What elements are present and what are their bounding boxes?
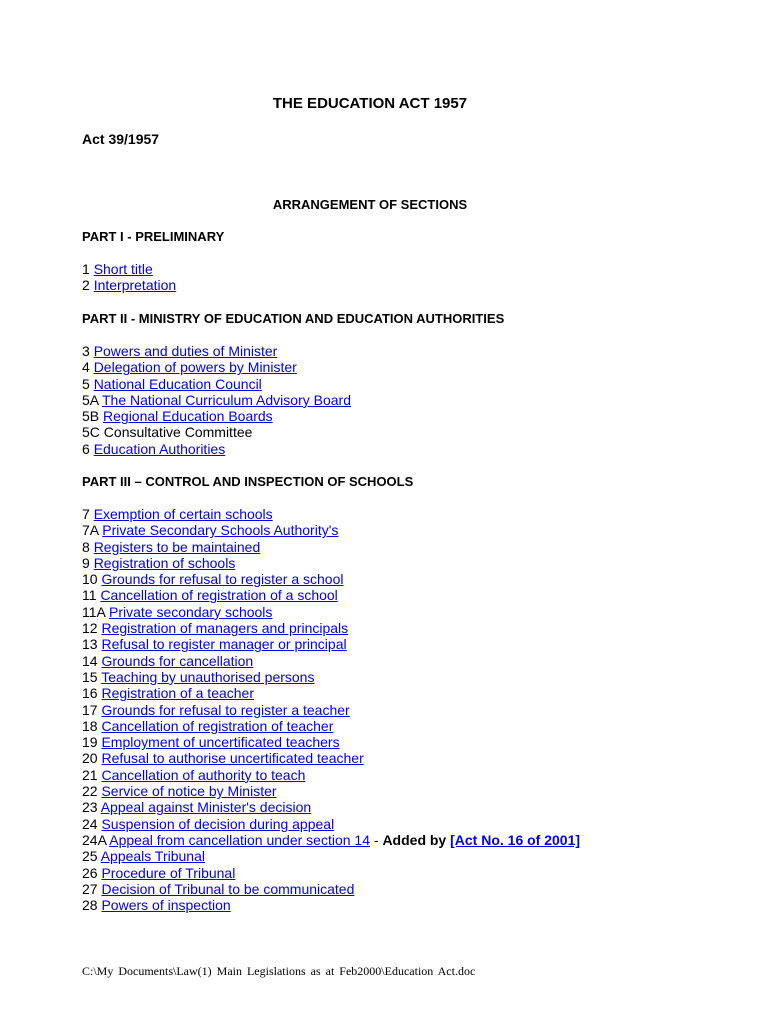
- section-number: 13: [82, 636, 102, 653]
- section-item: [82, 620, 580, 636]
- section-link[interactable]: Cancellation of authority to teach: [101, 766, 306, 783]
- section-number: 8: [82, 538, 94, 555]
- section-link[interactable]: Appeals Tribunal: [100, 848, 205, 865]
- section-link[interactable]: Suspension of decision during appeal: [101, 815, 335, 832]
- section-number: 15: [82, 668, 102, 685]
- section-link[interactable]: Registration of schools: [93, 554, 236, 571]
- section-item: [82, 832, 580, 848]
- section-number: 6: [82, 440, 94, 457]
- section-item: [82, 261, 176, 277]
- section-link[interactable]: Appeal against Minister's decision: [100, 799, 312, 816]
- section-item: [82, 604, 580, 620]
- section-item: [82, 865, 580, 881]
- section-link[interactable]: Exemption of certain schools: [93, 506, 273, 522]
- section-link[interactable]: Refusal to authorise uncertificated teacher: [101, 750, 364, 767]
- section-number: 5: [82, 375, 94, 392]
- section-number: 18: [82, 717, 102, 734]
- section-link[interactable]: Registers to be maintained: [93, 538, 261, 555]
- section-item: [82, 441, 351, 457]
- section-link[interactable]: Cancellation of registration of a school: [100, 587, 338, 604]
- section-number: 23: [82, 799, 101, 816]
- section-title: Consultative Committee: [103, 424, 253, 441]
- section-number: 3: [82, 343, 94, 359]
- section-number: 22: [82, 783, 102, 800]
- section-link[interactable]: Powers and duties of Minister: [93, 343, 278, 359]
- section-number: 4: [82, 359, 94, 376]
- section-item: [82, 424, 351, 440]
- section-number: 5C: [82, 424, 104, 441]
- section-link[interactable]: Short title: [93, 261, 153, 277]
- section-number: 12: [82, 620, 102, 637]
- section-item: [82, 636, 580, 652]
- section-link[interactable]: Teaching by unauthorised persons: [101, 668, 315, 685]
- part-2-heading: PART II - MINISTRY OF EDUCATION AND EDUCATION AUTHORITIES: [82, 311, 505, 326]
- section-item: [82, 848, 580, 864]
- section-link[interactable]: Service of notice by Minister: [101, 783, 277, 800]
- section-link[interactable]: Private secondary schools: [109, 603, 273, 620]
- section-link[interactable]: Procedure of Tribunal: [101, 864, 236, 881]
- section-link[interactable]: Grounds for cancellation: [101, 652, 254, 669]
- arrangement-heading: ARRANGEMENT OF SECTIONS: [272, 197, 468, 212]
- section-number: 1: [82, 261, 94, 277]
- section-item: [82, 359, 351, 375]
- section-item: [82, 685, 580, 701]
- section-item: [82, 522, 580, 538]
- part-1-heading: PART I - PRELIMINARY: [82, 229, 225, 244]
- section-item: [82, 277, 176, 293]
- section-item: [82, 376, 351, 392]
- section-item: [82, 539, 580, 555]
- section-item: [82, 767, 580, 783]
- section-item: [82, 799, 580, 815]
- section-link[interactable]: Refusal to register manager or principal: [101, 636, 347, 653]
- section-number: 5A: [82, 391, 102, 408]
- part-1-section-list: [82, 261, 176, 294]
- section-item: [82, 343, 351, 359]
- section-link[interactable]: The National Curriculum Advisory Board: [102, 391, 351, 408]
- section-number: 11: [82, 587, 101, 604]
- section-number: 17: [82, 701, 102, 718]
- section-link[interactable]: Cancellation of registration of teacher: [101, 717, 334, 734]
- section-item: [82, 734, 580, 750]
- section-item: [82, 881, 580, 897]
- section-number: 24: [82, 815, 102, 832]
- section-link[interactable]: Interpretation: [93, 277, 177, 294]
- section-item: [82, 587, 580, 603]
- section-link[interactable]: Grounds for refusal to register a school: [101, 571, 344, 588]
- section-item: [82, 555, 580, 571]
- amendment-link[interactable]: [Act No. 16 of 2001]: [450, 831, 581, 848]
- section-link[interactable]: Registration of managers and principals: [101, 620, 349, 637]
- section-number: 10: [82, 571, 102, 588]
- footer-file-path: C:\My Documents\Law(1) Main Legislations as at Feb2000\Education Act.doc: [82, 964, 476, 978]
- part-2-section-list: [82, 343, 351, 457]
- section-number: 7: [82, 506, 94, 522]
- act-number: Act 39/1957: [82, 131, 160, 147]
- section-item: [82, 783, 580, 799]
- section-item: [82, 897, 580, 913]
- section-link[interactable]: Decision of Tribunal to be communicated: [101, 880, 355, 897]
- section-link[interactable]: National Education Council: [93, 375, 262, 392]
- section-number: 25: [82, 848, 101, 865]
- section-number: 16: [82, 685, 102, 702]
- section-number: 5B: [82, 408, 104, 425]
- section-number: 27: [82, 880, 102, 897]
- section-item: [82, 816, 580, 832]
- section-number: 20: [82, 750, 102, 767]
- section-link[interactable]: Grounds for refusal to register a teacher: [101, 701, 350, 718]
- section-link[interactable]: Private Secondary Schools Authority's: [102, 522, 339, 539]
- section-item: [82, 750, 580, 766]
- section-number: 28: [82, 897, 102, 914]
- section-number: 19: [82, 734, 102, 751]
- section-number: 26: [82, 864, 102, 881]
- section-number: 9: [82, 554, 94, 571]
- section-item: [82, 669, 580, 685]
- section-item: [82, 718, 580, 734]
- section-number: 21: [82, 766, 102, 783]
- section-link[interactable]: Appeal from cancellation under section 14: [109, 831, 370, 848]
- section-number: 14: [82, 652, 102, 669]
- section-number: 24A: [82, 831, 110, 848]
- document-title: THE EDUCATION ACT 1957: [272, 95, 468, 112]
- section-link[interactable]: Registration of a teacher: [101, 685, 254, 702]
- section-item: [82, 702, 580, 718]
- section-link[interactable]: Education Authorities: [93, 440, 226, 457]
- section-item: [82, 392, 351, 408]
- section-number: 2: [82, 277, 94, 294]
- section-number: 7A: [82, 522, 103, 539]
- part-3-section-list: [82, 506, 580, 913]
- section-item: [82, 571, 580, 587]
- section-link[interactable]: Powers of inspection: [101, 897, 231, 914]
- section-item: [82, 506, 580, 522]
- section-item: [82, 408, 351, 424]
- section-link[interactable]: Regional Education Boards: [103, 408, 273, 425]
- amendment-label: Added by: [382, 831, 451, 848]
- section-number: 11A: [82, 603, 109, 620]
- section-link[interactable]: Delegation of powers by Minister: [93, 359, 297, 376]
- section-link[interactable]: Employment of uncertificated teachers: [101, 734, 340, 751]
- section-item: [82, 653, 580, 669]
- part-3-heading: PART III – CONTROL AND INSPECTION OF SCHOOLS: [82, 474, 414, 489]
- amendment-separator: -: [369, 831, 383, 848]
